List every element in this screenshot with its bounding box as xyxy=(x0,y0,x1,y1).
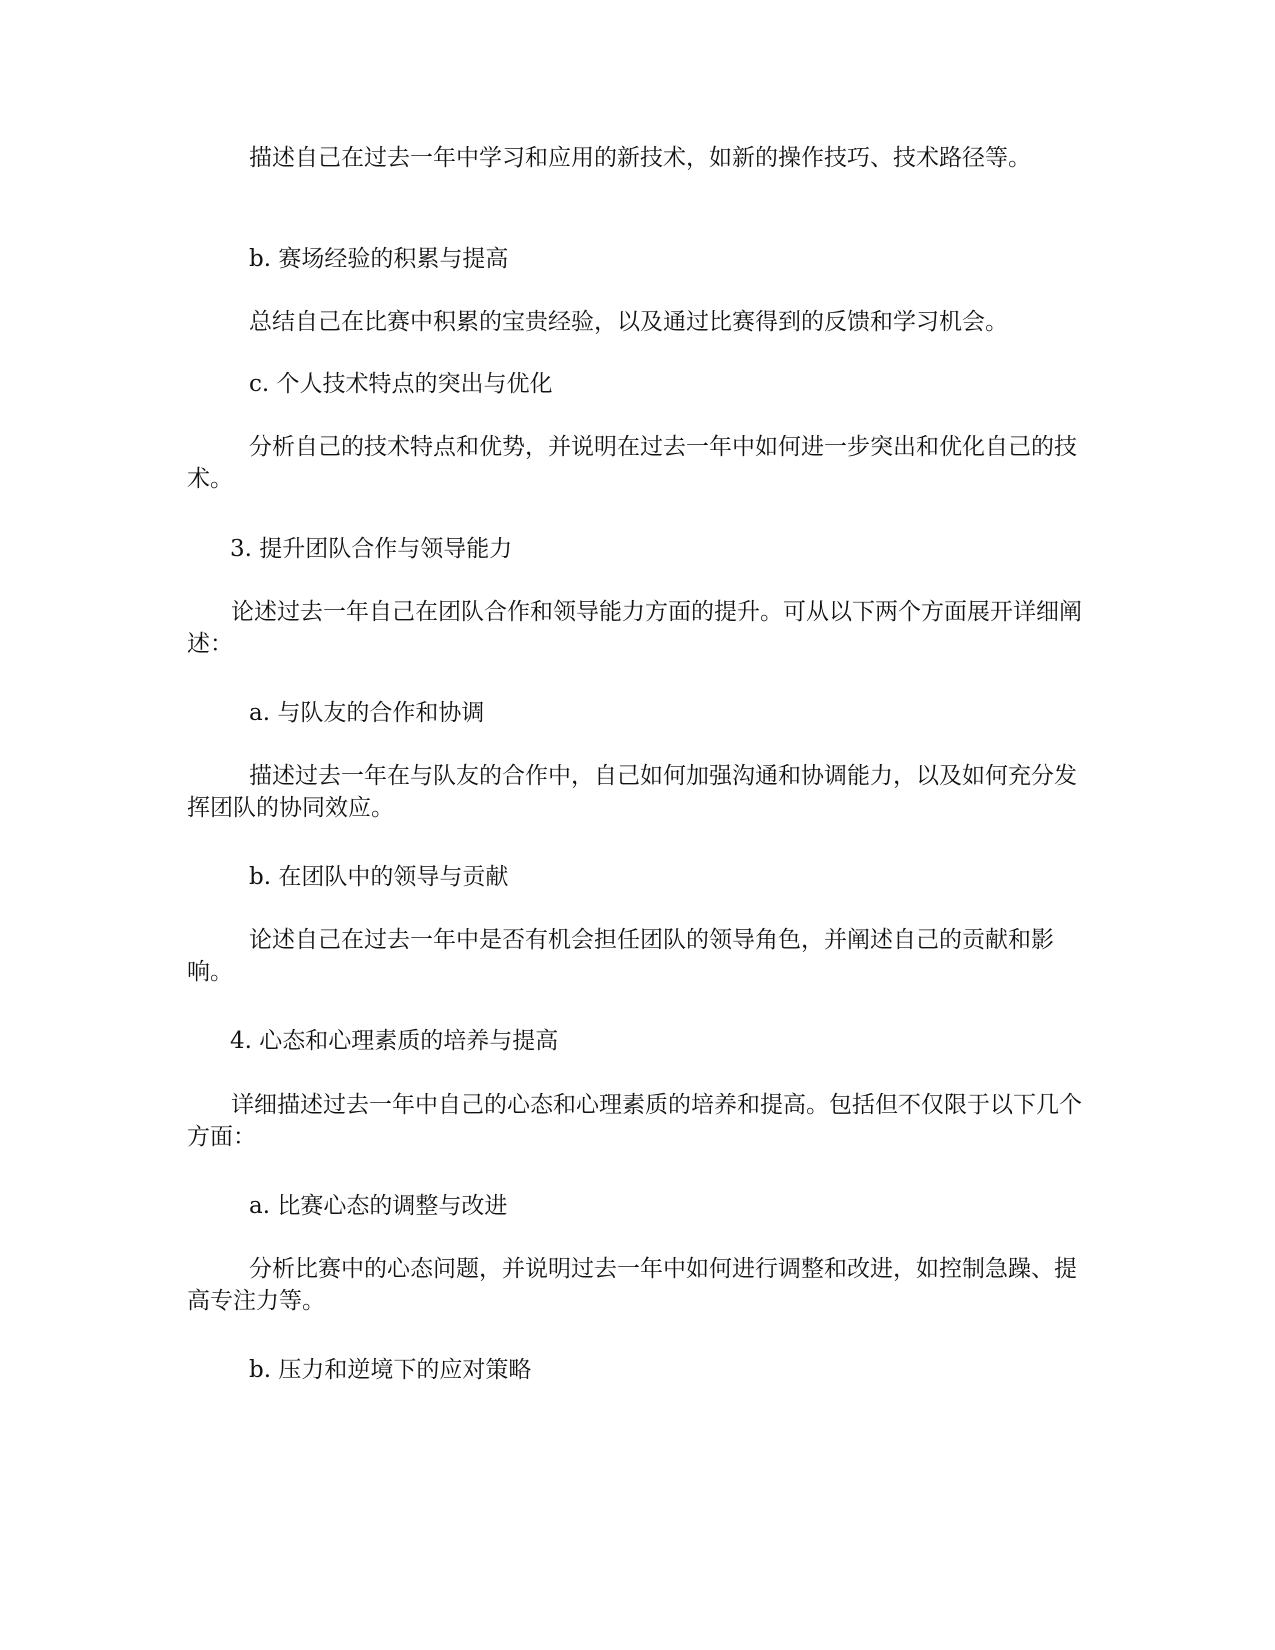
subheading-c-features: c. 个人技术特点的突出与优化 xyxy=(249,371,553,397)
subheading-b-leadership: b. 在团队中的领导与贡献 xyxy=(249,864,509,890)
subheading-a-mindset: a. 比赛心态的调整与改进 xyxy=(249,1193,508,1219)
paragraph-leadership: 论述自己在过去一年中是否有机会担任团队的领导角色，并阐述自己的贡献和影响。 xyxy=(187,927,1054,985)
paragraph-mental-intro: 详细描述过去一年中自己的心态和心理素质的培养和提高。包括但不仅限于以下几个方面： xyxy=(187,1092,1082,1150)
paragraph-experience: 总结自己在比赛中积累的宝贵经验，以及通过比赛得到的反馈和学习机会。 xyxy=(249,309,1008,335)
subheading-b-experience: b. 赛场经验的积累与提高 xyxy=(249,246,509,272)
paragraph-mindset: 分析比赛中的心态问题，并说明过去一年中如何进行调整和改进，如控制急躁、提高专注力等。 xyxy=(187,1256,1077,1314)
paragraph-cooperation: 描述过去一年在与队友的合作中，自己如何加强沟通和协调能力，以及如何充分发挥团队的协同效应。 xyxy=(187,763,1077,821)
subheading-b-pressure: b. 压力和逆境下的应对策略 xyxy=(249,1357,532,1383)
paragraph-new-tech: 描述自己在过去一年中学习和应用的新技术，如新的操作技巧、技术路径等。 xyxy=(249,145,1031,171)
section-heading-4: 4. 心态和心理素质的培养与提高 xyxy=(230,1028,559,1054)
subheading-a-cooperation: a. 与队友的合作和协调 xyxy=(249,700,485,726)
section-heading-3: 3. 提升团队合作与领导能力 xyxy=(230,536,513,562)
paragraph-features: 分析自己的技术特点和优势，并说明在过去一年中如何进一步突出和优化自己的技术。 xyxy=(187,434,1077,492)
paragraph-team-intro: 论述过去一年自己在团队合作和领导能力方面的提升。可从以下两个方面展开详细阐述： xyxy=(187,599,1082,657)
